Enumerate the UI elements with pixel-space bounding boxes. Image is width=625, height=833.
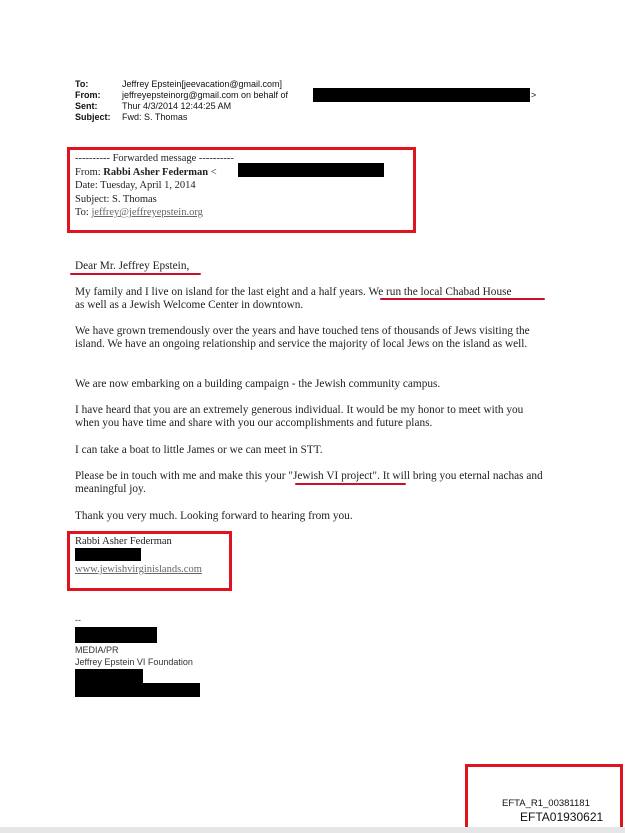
p1-part-c: as well as a Jewish Welcome Center in downtown. [75,299,304,311]
header-subject-row [75,112,555,123]
forwarded-date: Date: Tuesday, April 1, 2014 [75,180,196,191]
page-bottom-strip [0,827,625,833]
from-label: From: [75,90,101,100]
forwarded-divider: ---------- Forwarded message ---------- [75,153,234,164]
bates-number-1: EFTA_R1_00381181 [502,798,590,809]
paragraph-4: I have heard that you are an extremely generous individual. It would be my honor to meet with you when you have time and share with you our accomplishments and future plans. [75,404,524,429]
p1-part-a: My family and I live on island for the last eight and a half years. [75,286,366,298]
salutation: Dear Mr. Jeffrey Epstein, [75,260,190,272]
p1-part-b: We run the local Chabad House [368,286,512,298]
redaction-from-email [313,88,530,102]
forwarded-to-email-link[interactable]: jeffrey@jeffreyepstein.org [91,207,203,218]
forwarded-from-open: < [210,166,217,178]
forwarded-subject: Subject: S. Thomas [75,193,157,205]
forwarded-from-label: From: [75,166,101,178]
sent-label: Sent: [75,101,98,111]
sent-value: Thur 4/3/2014 12:44:25 AM [122,101,232,111]
forwarded-to-label: To: [75,207,89,218]
underline-salutation [70,273,201,275]
to-value: Jeffrey Epstein[jeevacation@gmail.com] [122,79,283,89]
redaction-footer-line-2 [75,683,200,697]
forwarded-from-name: Rabbi Asher Federman [103,166,209,178]
p6-part-b: "Jewish VI project" [288,470,378,482]
paragraph-7: Thank you very much. Looking forward to hearing from you. [75,510,353,522]
signature-website-link[interactable]: www.jewishvirginislands.com [75,564,202,575]
bates-number-2: EFTA01930621 [520,810,604,824]
footer-dashes: -- [75,615,81,625]
from-value: jeffreyepsteinorg@gmail.com on behalf of [122,90,289,100]
redaction-footer-line-1 [75,669,143,683]
header-sent-row [75,101,555,112]
p6-part-a: Please be in touch with me and make this your [75,470,286,482]
subject-value: Fwd: S. Thomas [122,112,188,122]
from-suffix: > [531,90,537,100]
signature-name: Rabbi Asher Federman [75,536,172,547]
to-label: To: [75,79,89,89]
subject-label: Subject: [75,112,111,122]
redaction-signature-phone [75,548,141,561]
redaction-footer-name [75,627,157,643]
p6-part-c: . It will bring you eternal nachas and meaningful joy. [75,470,543,495]
footer-role: MEDIA/PR [75,645,119,655]
underline-chabad-house [380,298,545,300]
paragraph-3: We are now embarking on a building campaign - the Jewish community campus. [75,378,441,390]
paragraph-2: We have grown tremendously over the years and have touched tens of thousands of Jews visiting the island. We have an ongoing relationship and service the majority of local Jews on the island as well. [75,325,530,350]
redaction-forwarded-email [238,163,384,177]
footer-org: Jeffrey Epstein VI Foundation [75,657,193,667]
underline-jewish-vi-project [295,483,406,485]
forwarded-to-row [75,206,410,220]
paragraph-5: I can take a boat to little James or we can meet in STT. [75,444,323,456]
